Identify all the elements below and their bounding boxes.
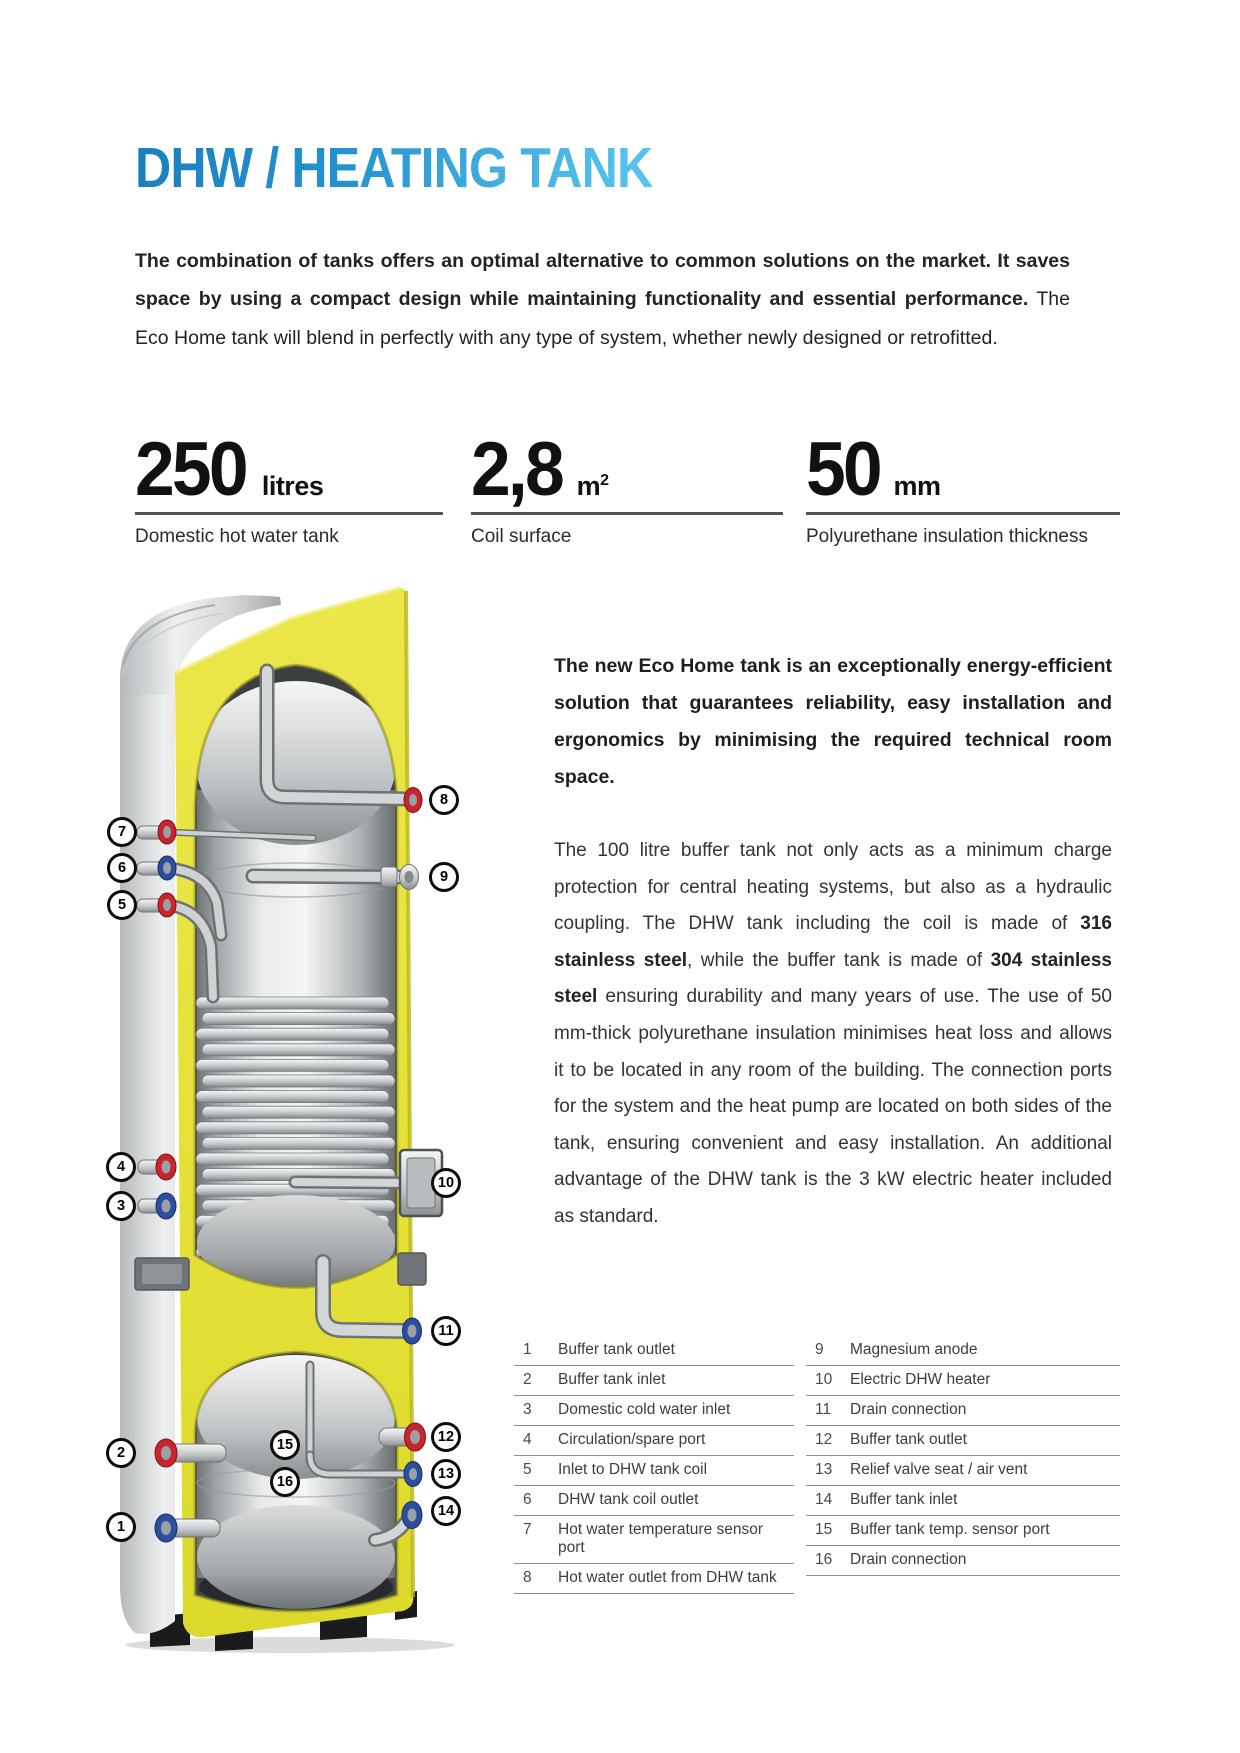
- callout-number: 4: [116, 1159, 126, 1175]
- callout-marker: [429, 785, 459, 815]
- legend-label: Drain connection: [850, 1401, 967, 1418]
- callout-marker: [270, 1467, 300, 1497]
- legend-label: Buffer tank inlet: [850, 1491, 958, 1508]
- stat-value: 250: [135, 427, 246, 512]
- callout-number: 1: [116, 1519, 126, 1535]
- callout-number: 3: [116, 1198, 126, 1214]
- callout-marker: [107, 890, 137, 920]
- callout-number: 14: [437, 1503, 455, 1519]
- legend-column-left: [514, 1336, 794, 1594]
- callout-marker: [106, 1512, 136, 1542]
- callout-number: 5: [117, 897, 127, 913]
- page-title: DHW / HEATING TANK: [135, 136, 653, 200]
- legend-label: Domestic cold water inlet: [558, 1401, 731, 1418]
- stat-value: 2,8: [471, 427, 562, 512]
- callout-marker: [431, 1168, 461, 1198]
- stat-caption: Polyurethane insulation thickness: [806, 526, 1089, 547]
- legend-row: [806, 1426, 1120, 1456]
- callout-number: 15: [276, 1437, 294, 1453]
- legend-number: 6: [523, 1491, 532, 1508]
- stat-caption: Domestic hot water tank: [135, 526, 339, 547]
- stat-block: [471, 427, 783, 548]
- stat-value: 50: [806, 427, 880, 512]
- legend-number: 12: [815, 1431, 833, 1448]
- intro-paragraph: [135, 242, 1070, 358]
- legend-row: [514, 1366, 794, 1396]
- intro-regular-text: The Eco Home tank will blend in perfectly with any type of system, whether newly designed or retrofitted.: [135, 288, 1070, 349]
- legend-label: Buffer tank inlet: [558, 1371, 666, 1388]
- legend-label: Buffer tank outlet: [558, 1341, 675, 1358]
- callout-number: 16: [276, 1474, 294, 1490]
- legend-label: Hot water temperature sensor port: [558, 1521, 764, 1556]
- legend-number: 7: [523, 1521, 532, 1538]
- legend-label: Drain connection: [850, 1551, 967, 1568]
- legend-row: [514, 1516, 794, 1564]
- legend-label: DHW tank coil outlet: [558, 1491, 699, 1508]
- legend-label: Buffer tank temp. sensor port: [850, 1521, 1050, 1538]
- legend-row: [806, 1516, 1120, 1546]
- legend-row: [806, 1486, 1120, 1516]
- legend-number: 8: [523, 1569, 532, 1586]
- legend-row: [514, 1396, 794, 1426]
- legend-label: Hot water outlet from DHW tank: [558, 1569, 777, 1586]
- legend-number: 14: [815, 1491, 833, 1508]
- dhw-tank-window: [191, 657, 401, 1322]
- stat-caption: Coil surface: [471, 526, 572, 547]
- legend-number: 11: [815, 1401, 832, 1418]
- legend-row: [514, 1426, 794, 1456]
- callout-number: 13: [437, 1466, 455, 1482]
- callout-marker: [107, 853, 137, 883]
- intro-bold-text: The combination of tanks offers an optimal alternative to common solutions on the market. It saves space by using a compact design while maintaining functionality and essential performance.: [135, 249, 1070, 310]
- stat-unit: mm: [893, 471, 941, 501]
- callout-marker: [431, 1496, 461, 1526]
- legend-label: Relief valve seat / air vent: [850, 1461, 1028, 1478]
- legend-number: 9: [815, 1341, 824, 1358]
- legend-row: [514, 1336, 794, 1366]
- legend-row: [514, 1486, 794, 1516]
- legend-number: 13: [815, 1461, 833, 1478]
- callout-marker: [270, 1430, 300, 1460]
- legend-label: Magnesium anode: [850, 1341, 978, 1358]
- callout-number: 9: [439, 869, 449, 885]
- legend-label: Electric DHW heater: [850, 1371, 991, 1388]
- callout-number: 11: [438, 1323, 454, 1339]
- callout-number: 6: [117, 860, 127, 876]
- legend-number: 15: [815, 1521, 833, 1538]
- legend-label: Circulation/spare port: [558, 1431, 706, 1448]
- stat-block: [135, 427, 443, 548]
- description-body: The 100 litre buffer tank not only acts as a minimum charge protection for central heating systems, but also as a hydraulic coupling. The DHW tank including the coil is made of 316 stainless steel, while the buffer tank is made of 304 stainless steel ensuring durability and many years of use. The use of 50 mm-thick polyurethane insulation minimises heat loss and allows it to be located in any room of the building. The connection ports for the system and the heat pump are located on both sides of the tank, ensuring convenient and easy installation. An additional advantage of the DHW tank is the 3 kW electric heater included as standard.: [554, 840, 1112, 1227]
- callout-number: 12: [437, 1429, 455, 1445]
- description-lead: The new Eco Home tank is an exceptionally energy-efficient solution that guarantees reliability, easy installation and ergonomics by minimising the required technical room space.: [554, 655, 1112, 788]
- legend-row: [806, 1366, 1120, 1396]
- stat-unit: litres: [261, 471, 324, 501]
- legend-label: Inlet to DHW tank coil: [558, 1461, 708, 1478]
- legend-number: 1: [523, 1341, 532, 1358]
- callout-marker: [106, 1152, 136, 1182]
- legend-row: [806, 1546, 1120, 1576]
- stat-block: [806, 427, 1120, 548]
- stat-unit: $m^2$: [576, 471, 609, 501]
- legend-number: 3: [523, 1401, 532, 1418]
- callout-number: 2: [116, 1445, 126, 1461]
- legend-number: 2: [523, 1371, 532, 1388]
- legend-row: [806, 1456, 1120, 1486]
- callout-marker: [431, 1459, 461, 1489]
- callout-number: 10: [437, 1175, 455, 1191]
- stat-underline: [471, 512, 783, 515]
- legend-number: 16: [815, 1551, 833, 1568]
- callout-marker: [106, 1191, 136, 1221]
- callout-marker: [107, 817, 137, 847]
- legend-label: Buffer tank outlet: [850, 1431, 967, 1448]
- legend-table: [514, 1336, 1120, 1594]
- legend-number: 5: [523, 1461, 532, 1478]
- callout-number: 7: [117, 824, 127, 840]
- legend-row: [514, 1564, 794, 1594]
- callout-marker: [431, 1422, 461, 1452]
- callout-marker: [106, 1438, 136, 1468]
- stat-underline: [806, 512, 1120, 515]
- callout-marker: [431, 1316, 461, 1346]
- legend-row: [806, 1336, 1120, 1366]
- callout-marker: [429, 862, 459, 892]
- legend-column-right: [806, 1336, 1120, 1594]
- callout-number: 8: [439, 792, 449, 808]
- legend-number: 4: [523, 1431, 532, 1448]
- legend-row: [514, 1456, 794, 1486]
- stat-underline: [135, 512, 443, 515]
- legend-row: [806, 1396, 1120, 1426]
- legend-number: 10: [815, 1371, 833, 1388]
